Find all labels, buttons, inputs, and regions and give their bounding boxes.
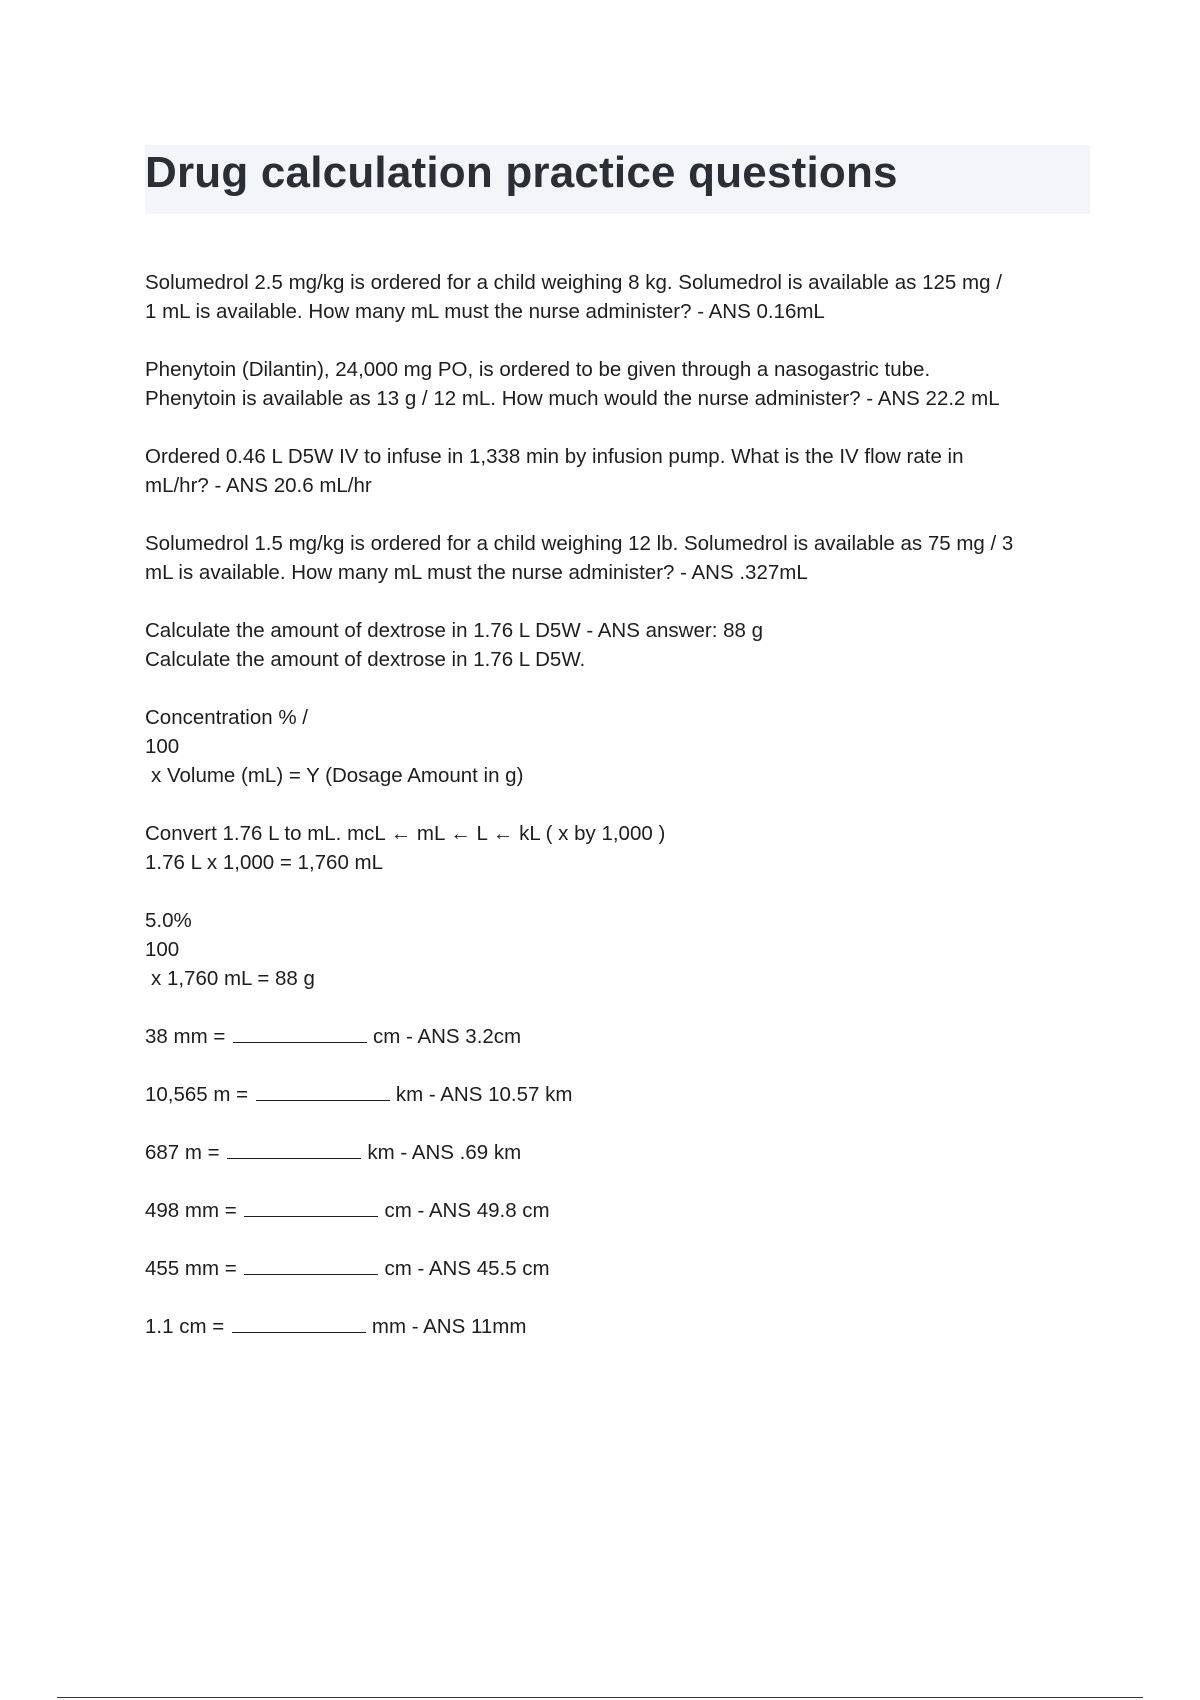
question-line: mL/hr? - ANS 20.6 mL/hr bbox=[145, 474, 372, 497]
conversion-item bbox=[145, 1254, 1090, 1283]
conversion-line bbox=[145, 1080, 1090, 1109]
conversion-prefix: 10,565 m = bbox=[145, 1083, 249, 1106]
conversion-prefix: 455 mm = bbox=[145, 1257, 237, 1280]
question-paragraph bbox=[145, 268, 1090, 326]
conversion-line bbox=[145, 1196, 1090, 1225]
conversion-suffix: cm - ANS 49.8 cm bbox=[384, 1199, 550, 1222]
answer-blank bbox=[244, 1256, 378, 1275]
question-paragraph bbox=[145, 442, 1090, 500]
conversion-suffix: cm - ANS 3.2cm bbox=[373, 1025, 522, 1048]
question-line: Ordered 0.46 L D5W IV to infuse in 1,338 min by infusion pump. What is the IV flow rate in bbox=[145, 445, 964, 468]
question-paragraph bbox=[145, 355, 1090, 413]
conversion-prefix: 687 m = bbox=[145, 1141, 220, 1164]
answer-blank bbox=[256, 1082, 390, 1101]
question-line: 1 mL is available. How many mL must the nurse administer? - ANS 0.16mL bbox=[145, 300, 825, 323]
footer-rule bbox=[57, 1697, 1143, 1698]
answer-blank bbox=[244, 1198, 378, 1217]
calc-line: 100 bbox=[145, 938, 180, 961]
page-title: Drug calculation practice questions bbox=[145, 148, 898, 197]
convert-line: Convert 1.76 L to mL. mcL ← mL ← L ← kL ( x by 1,000 ) bbox=[145, 822, 666, 845]
conversion-prefix: 38 mm = bbox=[145, 1025, 226, 1048]
formula-block bbox=[145, 703, 1090, 790]
conversion-item bbox=[145, 1312, 1090, 1341]
conversion-suffix: mm - ANS 11mm bbox=[371, 1315, 527, 1338]
conversion-item bbox=[145, 1196, 1090, 1225]
convert-line: 1.76 L x 1,000 = 1,760 mL bbox=[145, 851, 384, 874]
question-line: Calculate the amount of dextrose in 1.76 L D5W. bbox=[145, 648, 586, 671]
question-paragraph bbox=[145, 529, 1090, 587]
conversion-suffix: cm - ANS 45.5 cm bbox=[384, 1257, 550, 1280]
conversion-item bbox=[145, 1080, 1090, 1109]
convert-block bbox=[145, 819, 1090, 877]
conversion-prefix: 1.1 cm = bbox=[145, 1315, 225, 1338]
conversion-item bbox=[145, 1138, 1090, 1167]
question-line: Phenytoin is available as 13 g / 12 mL. How much would the nurse administer? - ANS 22.2 mL bbox=[145, 387, 1000, 410]
formula-line: Concentration % / bbox=[145, 706, 308, 729]
question-line: Solumedrol 1.5 mg/kg is ordered for a child weighing 12 lb. Solumedrol is available as 75 mg / 3 bbox=[145, 532, 1014, 555]
answer-blank bbox=[232, 1314, 366, 1333]
question-line: Solumedrol 2.5 mg/kg is ordered for a child weighing 8 kg. Solumedrol is available as 125 mg / bbox=[145, 271, 1002, 294]
calc-line: x 1,760 mL = 88 g bbox=[151, 967, 315, 990]
conversion-line bbox=[145, 1312, 1090, 1341]
answer-blank bbox=[233, 1024, 367, 1043]
conversion-line bbox=[145, 1022, 1090, 1051]
question-line: Phenytoin (Dilantin), 24,000 mg PO, is ordered to be given through a nasogastric tube. bbox=[145, 358, 931, 381]
formula-line: 100 bbox=[145, 735, 180, 758]
question-paragraph bbox=[145, 616, 1090, 674]
conversion-suffix: km - ANS .69 km bbox=[367, 1141, 522, 1164]
conversion-item bbox=[145, 1022, 1090, 1051]
conversion-suffix: km - ANS 10.57 km bbox=[395, 1083, 573, 1106]
conversion-line bbox=[145, 1138, 1090, 1167]
conversion-prefix: 498 mm = bbox=[145, 1199, 237, 1222]
calc-line: 5.0% bbox=[145, 909, 192, 932]
document-body bbox=[145, 268, 1090, 1370]
question-line: mL is available. How many mL must the nurse administer? - ANS .327mL bbox=[145, 561, 808, 584]
conversion-line bbox=[145, 1254, 1090, 1283]
question-line: Calculate the amount of dextrose in 1.76 L D5W - ANS answer: 88 g bbox=[145, 619, 763, 642]
answer-blank bbox=[227, 1140, 361, 1159]
formula-line: x Volume (mL) = Y (Dosage Amount in g) bbox=[151, 764, 524, 787]
calc-block bbox=[145, 906, 1090, 993]
